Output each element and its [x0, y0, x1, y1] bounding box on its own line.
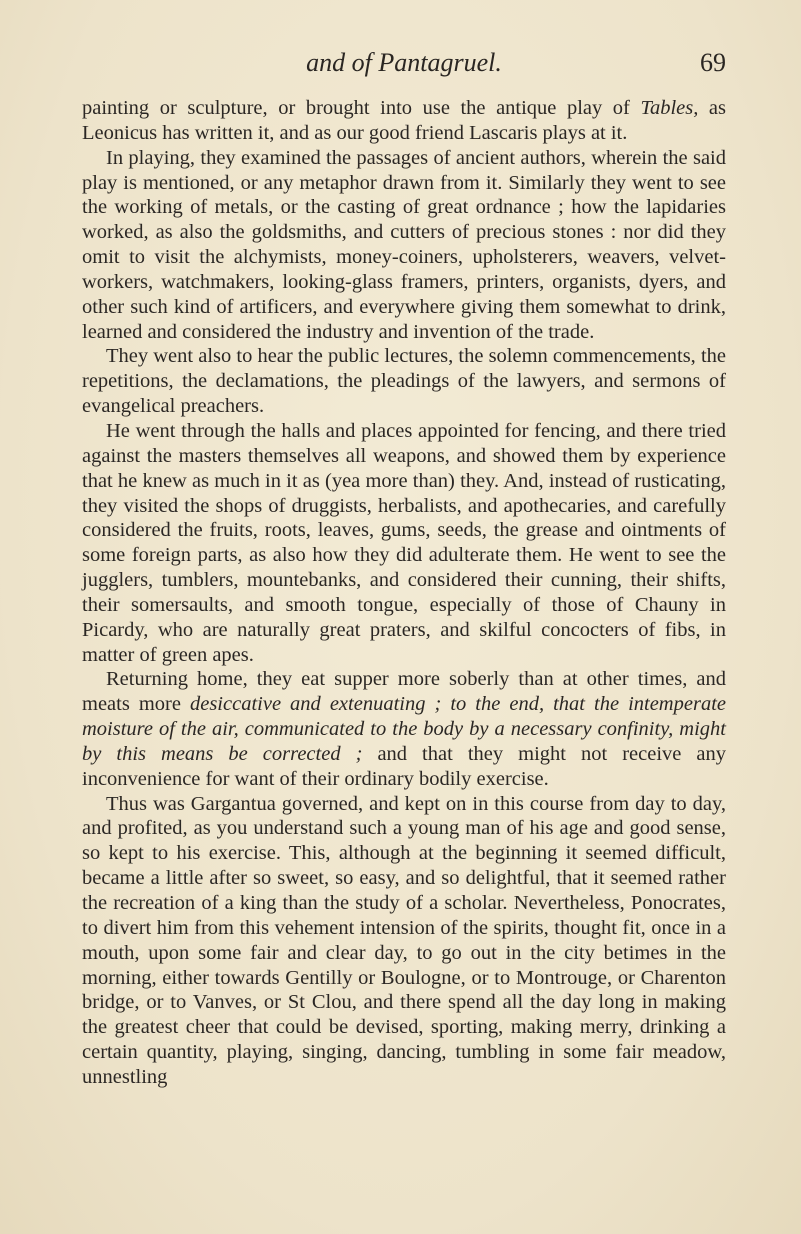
body-text — [82, 96, 726, 1090]
text-segment: Thus was Gargantua governed, and kept on in this course from day to day, and profited, as you understand such a young man of his age and good sense, so kept to his exercise. This, although at the beginning it seemed difficult, became a little after so sweet, so easy, and so delightful, that it seemed rather the recreation of a king than the study of a scholar. Nevertheless, Ponocrates, to divert him from this vehement intension of the spirits, thought fit, once in a mouth, upon some fair and clear day, to go out in the city betimes in the morning, either towards Gentilly or Boulogne, or to Montrouge, or Charenton bridge, or to Vanves, or St Clou, and there spend all the day long in making the greatest cheer that could be devised, sporting, making merry, drinking a certain quantity, playing, singing, dancing, tumbling in some fair meadow, unnestling — [82, 792, 726, 1088]
text-segment: Returning home, they eat supper more soberly than at other times, and meats more — [82, 668, 726, 716]
text-segment: He went through the halls and places appointed for fencing, and there tried against the masters themselves all weapons, and showed them by experience that he knew as much in it as (yea more than) they. And, instead of rusticating, they visited the shops of druggists, herbalists, and apothecaries, and carefully considered the fruits, roots, leaves, gums, seeds, the grease and ointments of some foreign parts, as also how they did adulterate them. He went to see the jugglers, tumblers, mountebanks, and considered their cunning, their shifts, their somersaults, and smooth tongue, especially of those of Chauny in Picardy, who are naturally great praters, and skilful concocters of fibs, in matter of green apes. — [82, 419, 726, 666]
page-number: 69 — [700, 48, 726, 77]
paragraph — [82, 146, 726, 345]
page-header — [82, 48, 726, 84]
paragraph — [82, 96, 726, 146]
paragraph — [82, 344, 726, 419]
text-segment: painting or sculpture, or brought into use the antique play of — [82, 97, 641, 119]
paragraph — [82, 419, 726, 667]
text-segment: and that they might not receive any inconvenience for want of their ordinary bodily exercise. — [82, 742, 726, 790]
text-segment: They went also to hear the public lectures, the solemn commencements, the repetitions, the declamations, the pleadings of the lawyers, and sermons of evangelical preachers. — [82, 345, 726, 418]
text-segment: In playing, they examined the passages of ancient authors, wherein the said play is mentioned, or any metaphor drawn from it. Similarly they went to see the working of metals, or the casting of great ordnance ; how the lapidaries worked, as also the goldsmiths, and cutters of precious stones : nor did they omit to visit the alchymists, money-coiners, upholsterers, weavers, velvet-workers, watchmakers, looking-glass framers, printers, organists, dyers, and other such kind of artificers, and everywhere giving them somewhat to drink, learned and considered the industry and invention of the trade. — [82, 146, 726, 343]
paragraph — [82, 792, 726, 1090]
text-segment: as Leonicus has written it, and as our good friend Lascaris plays at it. — [82, 97, 727, 144]
text-segment-italic: desiccative and extenuating ; to the end, that the intemperate moisture of the air, communicated to the body by a necessary confinity, might by this means be corrected ; — [82, 693, 726, 765]
running-head: and of Pantagruel. — [306, 48, 502, 77]
paragraph — [82, 667, 726, 791]
text-segment-italic: Tables, — [640, 97, 699, 119]
